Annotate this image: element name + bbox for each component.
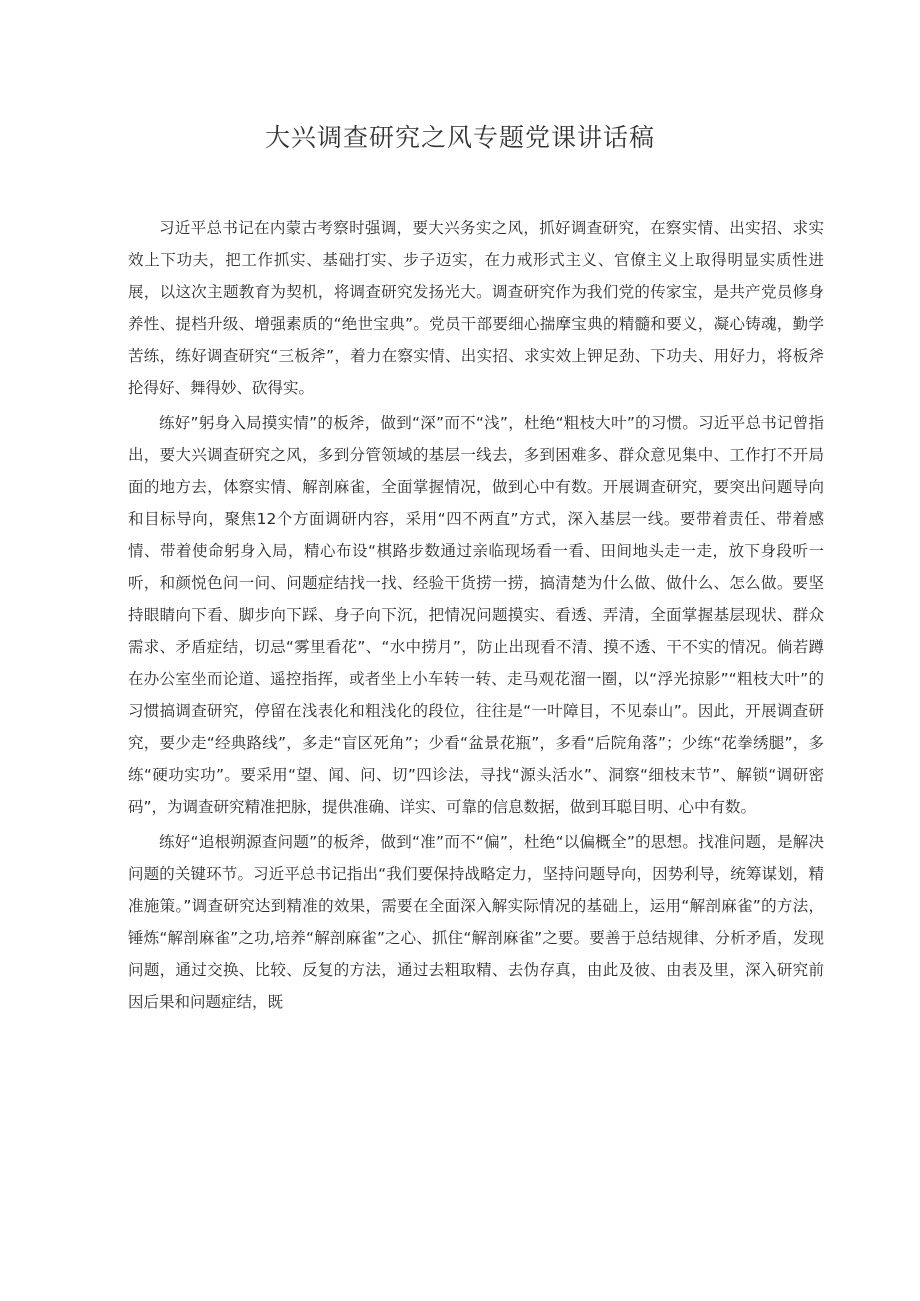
document-title: 大兴调查研究之风专题党课讲话稿 (264, 123, 655, 152)
paragraph: 练好”躬身入局摸实情”的板斧，做到“深”而不“浅”，杜绝“粗枝大叶”的习惯。习近平总书记曾指出，要大兴调查研究之风，多到分管领域的基层一线去，多到困难多、群众意见集中、工作打不开局面的地方去，体察实情、解剖麻雀，全面掌握情况，做到心中有数。开展调查研究，要突出问题导向和目标导向，聚焦12个方面调研内容，采用“四不两直”方式，深入基层一线。要带着责任、带着感情、带着使命躬身入局，精心布设“棋路步数通过亲临现场看一看、田间地头走一走，放下身段听一听，和颜悦色问一问、问题症结找一找、经验干货捞一捞，搞清楚为什么做、做什么、怎么做。要坚持眼睛向下看、脚步向下踩、身子向下沉，把情况问题摸实、看透、弄清，全面掌握基层现状、群众需求、矛盾症结，切忌“雾里看花”、“水中捞月”，防止出现看不清、摸不透、干不实的情况。倘若蹲在办公室坐而论道、遥控指挥，或者坐上小车转一转、走马观花溜一圈，以“浮光掠影”“粗枝大叶”的习惯搞调查研究，停留在浅表化和粗浅化的段位，往往是“一叶障目，不见泰山”。因此，开展调查研究，要少走“经典路线”，多走“盲区死角”；少看“盆景花瓶”，多看“后院角落”；少练“花拳绣腿”，多练“硬功实功”。要采用“望、闻、问、切”四诊法，寻找“源头活水”、洞察“细枝末节”、解锁“调研密码”，为调查研究精准把脉，提供准确、详实、可靠的信息数据，做到耳聪目明、心中有数。 (128, 414, 824, 816)
paragraph: 习近平总书记在内蒙古考察时强调，要大兴务实之风，抓好调查研究，在察实情、出实招、求实效上下功夫，把工作抓实、基础打实、步子迈实，在力戒形式主义、官僚主义上取得明显实质性进展，以这次主题教育为契机，将调查研究发扬光大。调查研究作为我们党的传家宝，是共产党员修身养性、提档升级、增强素质的“绝世宝典”。党员干部要细心揣摩宝典的精髓和要义，凝心铸魂，勤学苦练，练好调查研究“三板斧”，着力在察实情、出实招、求实效上钾足劲、下功夫、用好力，将板斧抡得好、舞得妙、砍得实。 (128, 219, 824, 397)
paragraph: 练好“追根朔源查问题”的板斧，做到“准”而不“偏”，杜绝“以偏概全”的思想。找准问题，是解决问题的关键环节。习近平总书记指出“我们要保持战略定力，坚持问题导向，因势利导，统筹谋划，精准施策。”调查研究达到精准的效果，需要在全面深入解实际情况的基础上，运用“解剖麻雀”的方法，锤炼“解剖麻雀”之功,培养“解剖麻雀”之心、抓住“解剖麻雀”之要。要善于总结规律、分析矛盾，发现问题，通过交换、比较、反复的方法，通过去粗取精、去伪存真，由此及彼、由表及里，深入研究前因后果和问题症结，既 (128, 833, 824, 1011)
document-body (128, 212, 824, 1021)
